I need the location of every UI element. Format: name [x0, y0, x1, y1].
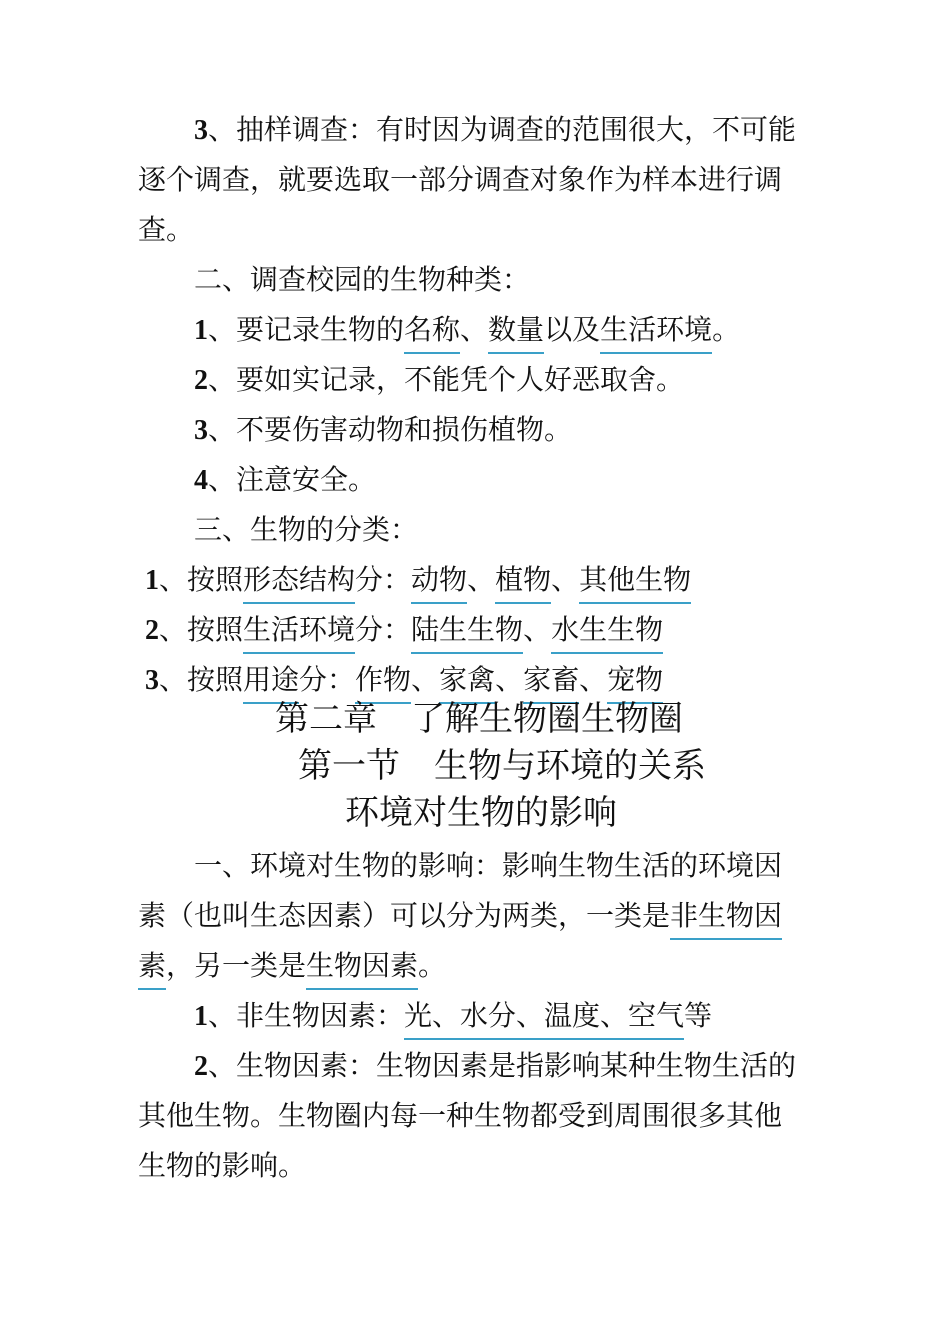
blank-answer: 家畜 [523, 663, 579, 704]
separator: 、 [551, 563, 580, 596]
item-text: 、非生物因素： [208, 999, 405, 1032]
blank-answer: 植物 [495, 563, 551, 604]
item-text: 等 [684, 999, 713, 1032]
paragraph-line: 生物的影响。 [138, 1149, 307, 1182]
list-item [194, 1048, 796, 1084]
separator: 。 [712, 313, 741, 346]
separator: 、 [460, 313, 489, 346]
blank-answer: 动物 [411, 563, 467, 604]
item-number: 3 [194, 415, 208, 446]
list-item [145, 562, 691, 598]
chapter-title: 第二章 了解生物圈生物圈 [275, 699, 683, 739]
item-text: 、要如实记录，不能凭个人好恶取舍。 [208, 363, 685, 396]
blank-answer: 光、水分、温度、空气 [404, 999, 684, 1040]
blank-answer: 形态结构 [243, 563, 355, 604]
item-number: 2 [194, 1051, 208, 1082]
item-number: 3 [194, 115, 208, 146]
lesson-title: 环境对生物的影响 [345, 793, 617, 833]
item-number: 1 [194, 1001, 208, 1032]
paragraph-line: 其他生物。生物圈内每一种生物都受到周围很多其他 [138, 1099, 783, 1132]
item-number: 3 [145, 665, 159, 696]
section-title: 第一节 生物与环境的关系 [298, 746, 706, 786]
paragraph-line: 逐个调查，就要选取一部分调查对象作为样本进行调 [138, 163, 783, 196]
list-item [194, 998, 712, 1034]
separator: 、 [467, 563, 496, 596]
item-number: 1 [194, 315, 208, 346]
item-text: 、生物因素：生物因素是指影响某种生物生活的 [208, 1049, 797, 1082]
list-item [194, 312, 740, 348]
paragraph-line [138, 898, 782, 934]
item-text: 、按照 [159, 563, 244, 596]
blank-answer: 生活环境 [243, 613, 355, 654]
item-text: 、要记录生物的 [208, 313, 405, 346]
list-item [194, 362, 684, 398]
item-number: 1 [145, 565, 159, 596]
paragraph-line: 一、环境对生物的影响：影响生物生活的环境因 [194, 849, 783, 882]
blank-answer: 家禽 [439, 663, 495, 704]
item-number: 2 [145, 615, 159, 646]
blank-answer: 名称 [404, 313, 460, 354]
section-heading-classification: 三、生物的分类： [194, 513, 419, 546]
item-number: 4 [194, 465, 208, 496]
separator: 、 [411, 663, 440, 696]
blank-answer: 生活环境 [600, 313, 712, 354]
blank-answer: 非生物因 [670, 899, 782, 940]
item-text: 分： [355, 563, 412, 596]
list-item [145, 612, 663, 648]
separator: 、 [579, 663, 608, 696]
paragraph-text: 素（也叫生态因素）可以分为两类，一类是 [138, 899, 671, 932]
item-text: 、按照 [159, 613, 244, 646]
blank-answer: 作物 [355, 663, 411, 704]
blank-answer: 生物因素 [306, 949, 418, 990]
paragraph-text: 。 [418, 949, 447, 982]
section-heading-campus-survey: 二、调查校园的生物种类： [194, 263, 531, 296]
separator: 、 [495, 663, 524, 696]
paragraph-sampling-survey [194, 112, 796, 148]
item-text: 分： [355, 613, 412, 646]
list-item [145, 662, 663, 698]
blank-answer: 素 [138, 949, 166, 990]
separator: 、 [523, 613, 552, 646]
blank-answer: 用途 [243, 663, 299, 704]
paragraph-text: ，另一类是 [166, 949, 307, 982]
blank-answer: 陆生生物 [411, 613, 523, 654]
blank-answer: 宠物 [607, 663, 663, 704]
item-text: 、按照 [159, 663, 244, 696]
blank-answer: 其他生物 [579, 563, 691, 604]
item-text: 、不要伤害动物和损伤植物。 [208, 413, 573, 446]
paragraph-line: 查。 [138, 213, 195, 246]
item-text: 、抽样调查：有时因为调查的范围很大，不可能 [208, 113, 797, 146]
blank-answer: 数量 [488, 313, 544, 354]
item-text: 以及 [544, 313, 601, 346]
blank-answer: 水生生物 [551, 613, 663, 654]
item-number: 2 [194, 365, 208, 396]
list-item [194, 462, 376, 498]
paragraph-line [138, 948, 446, 984]
item-text: 分： [299, 663, 356, 696]
item-text: 、注意安全。 [208, 463, 377, 496]
list-item [194, 412, 572, 448]
